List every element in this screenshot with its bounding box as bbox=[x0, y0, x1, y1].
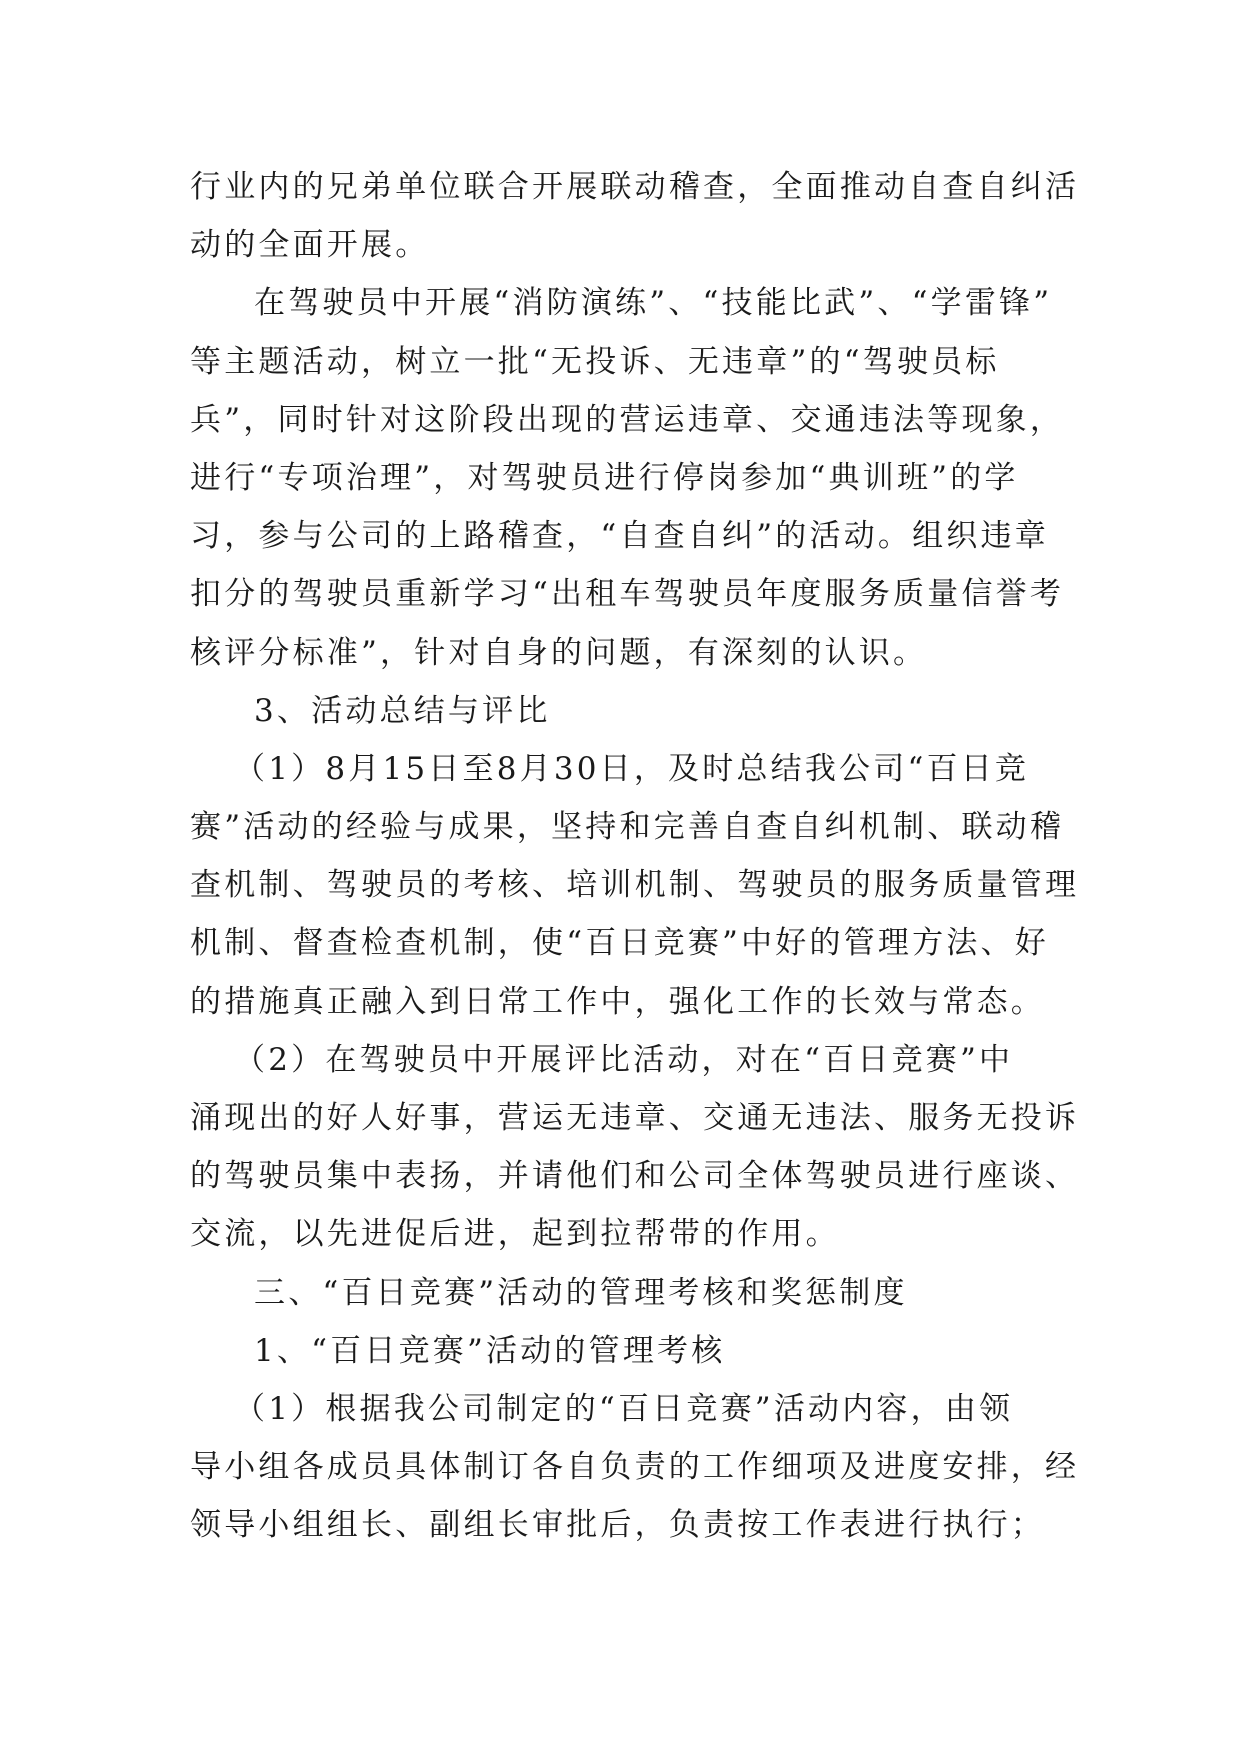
text-line: 领导小组组长、副组长审批后，负责按工作表进行执行； bbox=[190, 1507, 1045, 1544]
text-line: 进行“专项治理”，对驾驶员进行停岗参加“典训班”的学 bbox=[190, 459, 1019, 496]
section-heading: 3、活动总结与评比 bbox=[254, 692, 551, 729]
text-line: 机制、督查检查机制，使“百日竞赛”中好的管理方法、好 bbox=[190, 925, 1049, 962]
section-heading: 三、“百日竞赛”活动的管理考核和奖惩制度 bbox=[254, 1274, 908, 1311]
text-line: 查机制、驾驶员的考核、培训机制、驾驶员的服务质量管理 bbox=[190, 867, 1080, 904]
text-line: （1）8月15日至8月30日，及时总结我公司“百日竞 bbox=[234, 750, 1030, 787]
text-line: （2）在驾驶员中开展评比活动，对在“百日竞赛”中 bbox=[234, 1041, 1014, 1078]
text-line: 交流，以先进促后进，起到拉帮带的作用。 bbox=[190, 1216, 840, 1253]
text-line: 核评分标准”，针对自身的问题，有深刻的认识。 bbox=[190, 634, 928, 671]
text-line: 导小组各成员具体制订各自负责的工作细项及进度安排，经 bbox=[190, 1449, 1080, 1486]
text-line: 赛”活动的经验与成果，坚持和完善自查自纠机制、联动稽 bbox=[190, 809, 1065, 846]
text-line: 等主题活动，树立一批“无投诉、无违章”的“驾驶员标 bbox=[190, 343, 1000, 380]
text-line: 习，参与公司的上路稽查，“自查自纠”的活动。组织违章 bbox=[190, 518, 1049, 555]
body-text bbox=[190, 158, 1080, 1555]
text-line: 涌现出的好人好事，营运无违章、交通无违法、服务无投诉 bbox=[190, 1100, 1080, 1136]
text-line: 行业内的兄弟单位联合开展联动稽查，全面推动自查自纠活 bbox=[190, 169, 1080, 205]
text-line: 在驾驶员中开展“消防演练”、“技能比武”、“学雷锋” bbox=[254, 285, 1053, 322]
text-line: 的驾驶员集中表扬，并请他们和公司全体驾驶员进行座谈、 bbox=[190, 1158, 1080, 1195]
text-line: 兵”，同时针对这阶段出现的营运违章、交通违法等现象， bbox=[190, 401, 1065, 438]
text-line: 动的全面开展。 bbox=[190, 227, 430, 264]
text-line: 扣分的驾驶员重新学习“出租车驾驶员年度服务质量信誉考 bbox=[190, 576, 1065, 613]
text-line: （1）根据我公司制定的“百日竞赛”活动内容，由领 bbox=[234, 1390, 1014, 1427]
section-heading: 1、“百日竞赛”活动的管理考核 bbox=[254, 1332, 726, 1369]
text-line: 的措施真正融入到日常工作中，强化工作的长效与常态。 bbox=[190, 983, 1045, 1020]
